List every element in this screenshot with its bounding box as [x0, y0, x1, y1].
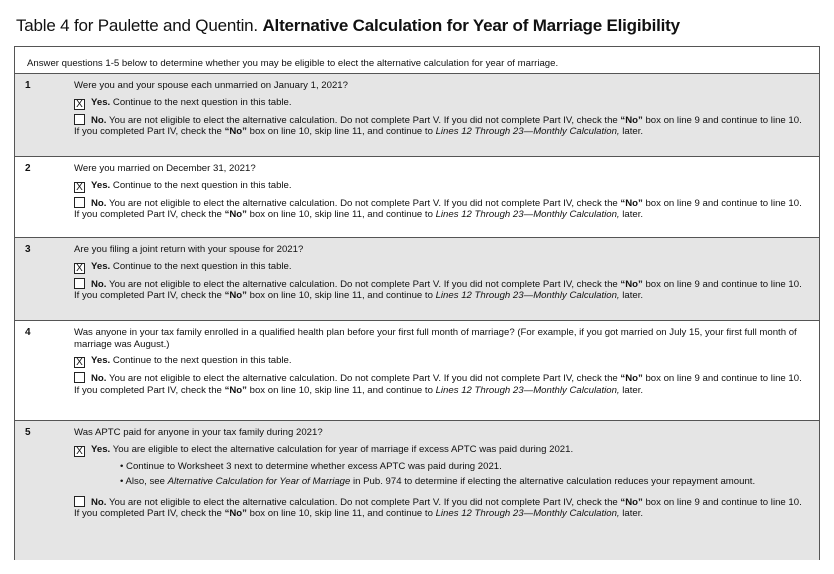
no-label: No.	[91, 496, 107, 508]
question-number: 1	[25, 80, 31, 91]
table-title	[16, 16, 680, 36]
no-text: box on line 10, skip line 11, and continue to	[246, 508, 436, 519]
no-quote: “No”	[224, 384, 247, 396]
no-text: later.	[619, 209, 644, 220]
question-number: 2	[25, 163, 31, 174]
yes-option	[74, 97, 809, 110]
question-text: Was anyone in your tax family enrolled in a qualified health plan before your first full month of marriage? (For example, if you got married on July 15, your first full month of marriage was August.)	[74, 327, 797, 350]
no-text: box on line 10, skip line 11, and continue to	[246, 126, 436, 137]
no-text: later.	[619, 290, 644, 301]
bullet: • Continue to Worksheet 3 next to determine whether excess APTC was paid during 2021.	[120, 460, 502, 472]
no-quote: “No”	[224, 126, 247, 137]
no-option	[74, 372, 809, 396]
no-option	[74, 197, 809, 221]
question-text: Were you married on December 31, 2021?	[74, 163, 256, 174]
title-prefix: Table 4 for Paulette and Quentin.	[16, 16, 263, 35]
yes-label: Yes.	[91, 96, 111, 108]
yes-label: Yes.	[91, 355, 111, 366]
no-label: No.	[91, 373, 107, 384]
no-text: later.	[619, 508, 644, 519]
bullet-text: in Pub. 974 to determine if electing the alternative calculation reduces your repayment amount.	[350, 476, 756, 487]
yes-label: Yes.	[91, 179, 111, 191]
no-label: No.	[91, 278, 107, 290]
no-text: You are not eligible to elect the alternative calculation. Do not complete Part V. If you did not complete Part IV, check the	[106, 114, 621, 126]
no-quote: “No”	[620, 197, 643, 209]
yes-text: Continue to the next question in this table.	[110, 355, 292, 366]
section-reference: Lines 12 Through 23—Monthly Calculation,	[435, 508, 620, 519]
yes-text: Continue to the next question in this table.	[110, 96, 292, 108]
yes-checkbox[interactable]: X	[74, 182, 85, 193]
question-row-1	[15, 74, 819, 157]
section-reference: Lines 12 Through 23—Monthly Calculation,	[435, 126, 620, 137]
no-checkbox[interactable]	[74, 372, 85, 383]
no-checkbox[interactable]	[74, 197, 85, 208]
no-option	[74, 278, 809, 302]
bullet-text: • Also, see	[120, 476, 168, 487]
yes-option	[74, 355, 809, 368]
question-number: 3	[25, 244, 31, 255]
no-text: box on line 10, skip line 11, and continue to	[246, 384, 436, 396]
no-text: You are not eligible to elect the alternative calculation. Do not complete Part V. If you did not complete Part IV, check the	[106, 197, 621, 209]
question-text: Are you filing a joint return with your spouse for 2021?	[74, 244, 304, 255]
no-quote: “No”	[620, 373, 643, 384]
no-checkbox[interactable]	[74, 114, 85, 125]
yes-checkbox[interactable]: X	[74, 99, 85, 110]
question-row-2	[15, 157, 819, 238]
section-reference: Lines 12 Through 23—Monthly Calculation,	[435, 384, 620, 396]
no-text: You are not eligible to elect the alternative calculation. Do not complete Part V. If you did not complete Part IV, check the	[106, 496, 621, 508]
yes-option	[74, 261, 809, 274]
section-reference: Lines 12 Through 23—Monthly Calculation,	[435, 290, 620, 301]
yes-text: You are eligible to elect the alternative calculation for year of marriage if excess APTC was paid during 2021.	[110, 443, 574, 455]
no-quote: “No”	[620, 278, 643, 290]
yes-text: Continue to the next question in this table.	[110, 260, 292, 272]
yes-label: Yes.	[91, 443, 111, 455]
yes-checkbox[interactable]: X	[74, 357, 85, 368]
no-option	[74, 114, 809, 138]
no-text: box on line 9 and continue to line 10. If you completed Part IV, check the	[74, 373, 802, 396]
no-text: later.	[619, 384, 644, 396]
yes-label: Yes.	[91, 260, 111, 272]
no-quote: “No”	[620, 114, 643, 126]
question-text: Was APTC paid for anyone in your tax family during 2021?	[74, 427, 323, 438]
no-text: You are not eligible to elect the alternative calculation. Do not complete Part V. If you did not complete Part IV, check the	[106, 373, 621, 384]
title-bold: Alternative Calculation for Year of Marriage Eligibility	[262, 16, 680, 35]
no-text: box on line 9 and continue to line 10. If you completed Part IV, check the	[74, 278, 802, 301]
yes-checkbox[interactable]: X	[74, 446, 85, 457]
yes-option	[74, 180, 809, 193]
no-text: box on line 9 and continue to line 10. If you completed Part IV, check the	[74, 114, 802, 137]
no-quote: “No”	[224, 209, 247, 220]
yes-text: Continue to the next question in this table.	[110, 179, 292, 191]
no-quote: “No”	[620, 496, 643, 508]
no-quote: “No”	[224, 290, 247, 301]
question-row-5	[15, 421, 819, 560]
no-checkbox[interactable]	[74, 496, 85, 507]
no-checkbox[interactable]	[74, 278, 85, 289]
no-quote: “No”	[224, 508, 247, 519]
eligibility-table	[14, 46, 820, 560]
yes-checkbox[interactable]: X	[74, 263, 85, 274]
no-text: box on line 10, skip line 11, and continue to	[246, 290, 436, 301]
no-text: box on line 10, skip line 11, and continue to	[246, 209, 436, 220]
intro-text: Answer questions 1-5 below to determine whether you may be eligible to elect the alternative calculation for year of marriage.	[15, 47, 819, 74]
publication-reference: Alternative Calculation for Year of Marriage	[167, 476, 351, 487]
bullet	[120, 476, 809, 488]
no-label: No.	[91, 114, 107, 126]
no-text: You are not eligible to elect the alternative calculation. Do not complete Part V. If you did not complete Part IV, check the	[106, 278, 621, 290]
section-reference: Lines 12 Through 23—Monthly Calculation,	[435, 209, 620, 220]
no-text: box on line 9 and continue to line 10. If you completed Part IV, check the	[74, 496, 802, 519]
no-text: box on line 9 and continue to line 10. If you completed Part IV, check the	[74, 197, 802, 220]
question-text: Were you and your spouse each unmarried on January 1, 2021?	[74, 80, 348, 91]
question-row-3	[15, 238, 819, 321]
question-number: 5	[25, 427, 31, 438]
question-row-4	[15, 321, 819, 421]
question-number: 4	[25, 327, 31, 338]
no-text: later.	[619, 126, 644, 137]
yes-option	[74, 444, 809, 457]
no-option	[74, 496, 809, 520]
no-label: No.	[91, 197, 107, 209]
